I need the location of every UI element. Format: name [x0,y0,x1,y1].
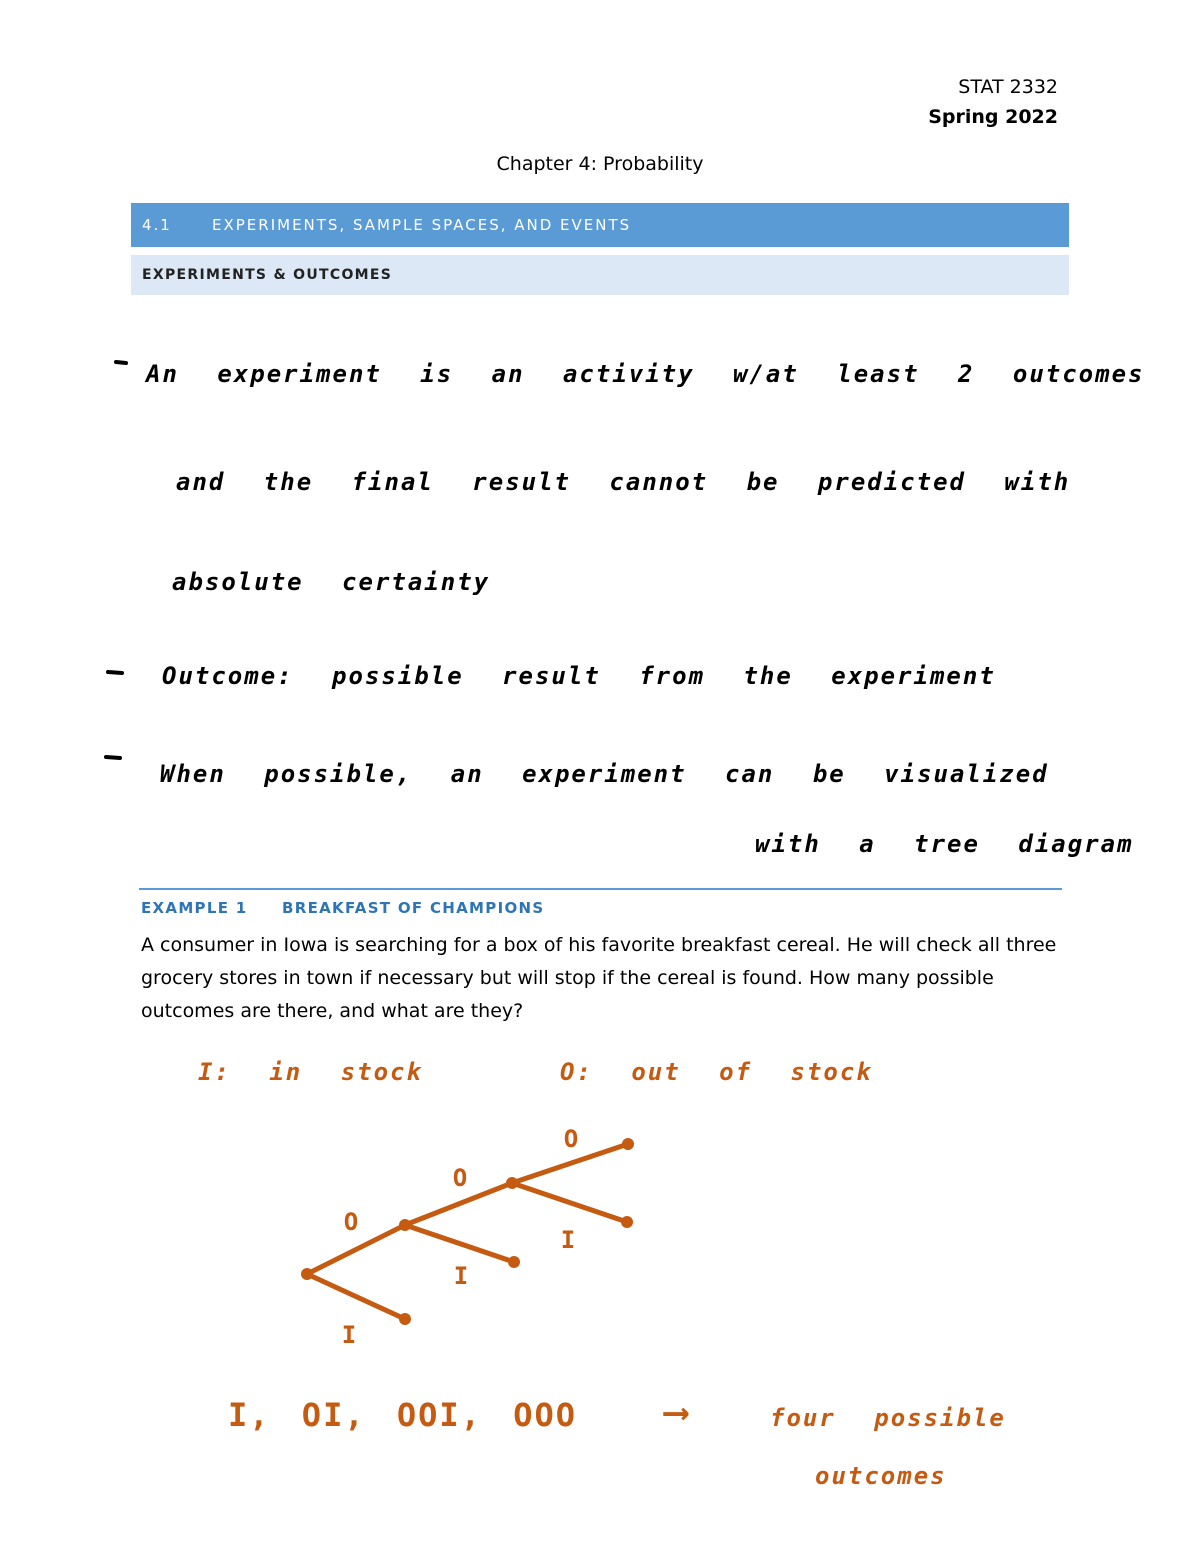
tree-node [622,1138,634,1150]
branch-label: O [563,1125,579,1153]
conclusion-line-2: outcomes [815,1462,947,1490]
tree-node [506,1177,518,1189]
note-line-2: and the final result cannot be predicted with [176,468,1071,496]
semester: Spring 2022 [928,106,1058,128]
branch-label: I [560,1226,576,1254]
tree-node [508,1256,520,1268]
example-label: EXAMPLE 1 [141,899,248,917]
tree-node [301,1268,313,1280]
branch-label: O [452,1164,468,1192]
note-line-4: Outcome: possible result from the experiment [162,662,996,690]
branch-label: O [343,1208,359,1236]
tree-branch [307,1274,405,1319]
course-code: STAT 2332 [958,76,1058,98]
note-line-6: with a tree diagram [755,830,1134,858]
legend-out: O: out of stock [560,1058,873,1086]
outcomes-list: I, OI, OOI, OOO [228,1396,577,1434]
tree-branch [512,1183,627,1222]
legend-in: I: in stock [198,1058,423,1086]
note-line-3: absolute certainty [172,568,491,596]
tree-node [621,1216,633,1228]
conclusion-line-1: four possible [770,1404,1006,1432]
note-line-5: When possible, an experiment can be visualized [160,760,1049,788]
tree-node [399,1219,411,1231]
subsection-title: EXPERIMENTS & OUTCOMES [142,267,393,283]
branch-label: I [453,1262,469,1290]
example-title: BREAKFAST OF CHAMPIONS [282,899,545,917]
section-number: 4.1 [142,216,172,234]
note-line-1: An experiment is an activity w/at least 2 outcomes [146,360,1145,388]
example-text: A consumer in Iowa is searching for a box of his favorite breakfast cereal. He will check all three grocery stores in town if necessary but will stop if the cereal is found. How many possible outcomes are there, and what are they? [141,934,1057,1022]
branch-label: I [341,1321,357,1349]
tree-node [399,1313,411,1325]
chapter-title: Chapter 4: Probability [496,153,704,175]
section-title: EXPERIMENTS, SAMPLE SPACES, AND EVENTS [212,216,632,234]
tree-branch [405,1225,514,1262]
arrow-icon: ⟶ [665,1392,689,1433]
